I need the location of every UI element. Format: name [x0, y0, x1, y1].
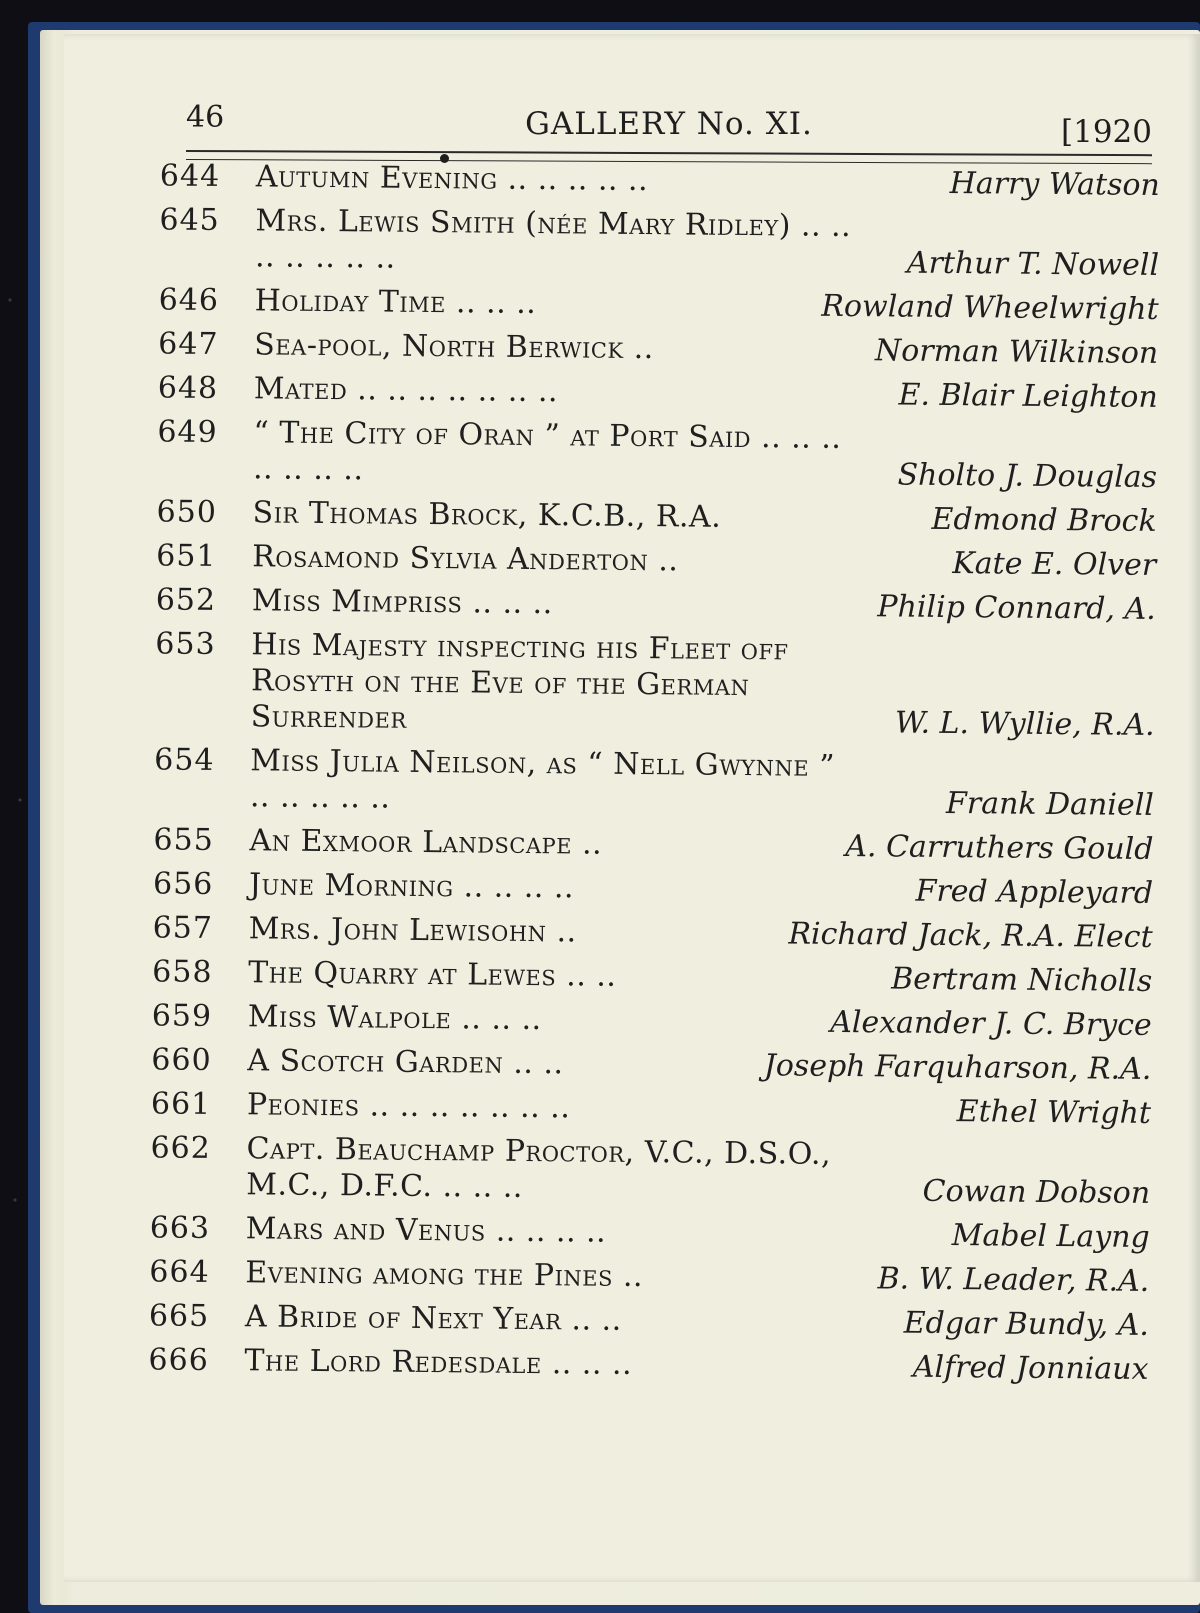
- list-item: [151, 1086, 1151, 1132]
- entry-artist: Edgar Bundy, A.: [903, 1305, 1150, 1343]
- list-item: [158, 370, 1158, 416]
- list-item: [151, 1042, 1151, 1088]
- list-item: [158, 326, 1158, 372]
- entry-number: 654: [154, 742, 215, 778]
- entry-artist: Ethel Wright: [956, 1094, 1152, 1131]
- entry-number: 649: [157, 414, 218, 450]
- list-item: [149, 1298, 1149, 1344]
- list-item: [148, 1342, 1148, 1388]
- entry-artist: Mabel Layng: [951, 1218, 1150, 1255]
- entry-number: 653: [155, 626, 216, 662]
- entry-number: 665: [148, 1298, 210, 1334]
- entry-number: 652: [155, 582, 217, 618]
- entry-title: Autumn Evening .. .. .. .. ..: [255, 159, 649, 199]
- list-item: [154, 742, 1155, 824]
- year: [1920: [1061, 114, 1152, 150]
- entry-artist: Edmond Brock: [931, 501, 1157, 539]
- list-item: [149, 1254, 1149, 1300]
- entry-title: A Scotch Garden .. ..: [247, 1043, 564, 1082]
- entry-title: Peonies .. .. .. .. .. .. ..: [246, 1087, 571, 1126]
- entry-number: 664: [149, 1254, 210, 1290]
- entry-number: 666: [148, 1342, 209, 1378]
- entry-number: 661: [150, 1086, 212, 1122]
- entry-title: June Morning .. .. .. ..: [248, 867, 575, 906]
- entry-number: 650: [156, 494, 218, 530]
- entry-number: 651: [156, 538, 217, 574]
- entry-number: 663: [149, 1210, 211, 1246]
- entry-artist: Cowan Dobson: [922, 1173, 1151, 1211]
- entry-title: A Bride of Next Year .. ..: [244, 1299, 622, 1338]
- list-item: [152, 910, 1152, 956]
- entry-title: Capt. Beauchamp Proctor, V.C., D.S.O., M.C., D.F.C. .. .. ..: [246, 1131, 832, 1205]
- entry-number: 657: [152, 910, 214, 946]
- entry-title: The Quarry at Lewes .. ..: [248, 955, 617, 994]
- entry-title: Miss Mimpriss .. .. ..: [251, 583, 553, 622]
- entry-title: Sea-pool, North Berwick ..: [254, 327, 654, 367]
- list-item: [156, 538, 1156, 584]
- entry-artist: Alexander J. C. Bryce: [830, 1004, 1152, 1043]
- entry-artist: Frank Daniell: [945, 785, 1155, 823]
- entry-number: 644: [159, 158, 221, 194]
- entry-number: 655: [153, 822, 214, 858]
- entry-artist: B. W. Leader, R.A.: [877, 1261, 1150, 1299]
- entry-title: Mrs. John Lewisohn ..: [248, 911, 577, 950]
- entry-title: Mated .. .. .. .. .. .. ..: [253, 371, 559, 410]
- list-item: [150, 1210, 1150, 1256]
- entry-artist: Philip Connard, A.: [877, 589, 1156, 627]
- entry-title: Mars and Venus .. .. .. ..: [245, 1211, 607, 1250]
- list-item: [153, 822, 1153, 868]
- list-item: [156, 494, 1156, 540]
- entry-artist: Kate E. Olver: [952, 546, 1157, 583]
- entry-number: 662: [150, 1130, 211, 1166]
- entry-artist: Bertram Nicholls: [891, 961, 1153, 999]
- entry-title: Miss Walpole .. .. ..: [247, 999, 542, 1038]
- entry-artist: Norman Wilkinson: [874, 333, 1159, 371]
- entry-number: 658: [152, 954, 213, 990]
- entry-title: The Lord Redesdale .. .. ..: [244, 1343, 633, 1382]
- entry-number: 659: [151, 998, 213, 1034]
- entry-title: Miss Julia Neilson, as “ Nell Gwynne ” .. .. .. .. ..: [249, 743, 836, 816]
- list-item: [153, 866, 1153, 912]
- list-item: [152, 998, 1152, 1044]
- entry-artist: Alfred Jonniaux: [912, 1349, 1149, 1387]
- entry-number: 645: [159, 202, 220, 238]
- entry-number: 647: [158, 326, 219, 362]
- entry-artist: W. L. Wyllie, R.A.: [894, 705, 1155, 743]
- entry-title: Holiday Time .. .. ..: [254, 283, 537, 322]
- entry-number: 648: [157, 370, 219, 406]
- list-item: [150, 1130, 1151, 1212]
- entry-title: Mrs. Lewis Smith (née Mary Ridley) .. .. .. .. .. .. ..: [254, 203, 852, 276]
- entry-artist: Arthur T. Nowell: [906, 245, 1160, 283]
- entry-title: Evening among the Pines ..: [245, 1255, 644, 1295]
- entry-number: 656: [152, 866, 214, 902]
- entry-artist: Harry Watson: [949, 165, 1160, 203]
- list-item: [155, 626, 1156, 744]
- page-header: [186, 100, 1152, 150]
- entry-number: 660: [151, 1042, 212, 1078]
- list-item: [159, 282, 1159, 328]
- entry-artist: Joseph Farquharson, R.A.: [763, 1048, 1152, 1087]
- entry-title: Rosamond Sylvia Anderton ..: [252, 539, 679, 579]
- entry-artist: Sholto J. Douglas: [897, 457, 1158, 495]
- list-item: [152, 954, 1152, 1000]
- page-number: 46: [186, 100, 225, 135]
- entry-artist: Richard Jack, R.A. Elect: [788, 916, 1153, 955]
- entry-artist: E. Blair Leighton: [898, 377, 1158, 415]
- entry-title: Sir Thomas Brock, K.C.B., R.A.: [252, 495, 722, 535]
- entry-artist: A. Carruthers Gould: [845, 829, 1154, 867]
- entry-title: His Majesty inspecting his Fleet off Rosyth on the Eve of the German Surrender: [250, 627, 789, 736]
- list-item: [156, 582, 1156, 628]
- entry-title: An Exmoor Landscape ..: [249, 823, 603, 862]
- entry-number: 646: [158, 282, 220, 318]
- entry-title: “ The City of Oran ” at Port Said .. .. .. .. .. .. ..: [252, 415, 842, 488]
- list-item: [159, 202, 1160, 284]
- catalogue-list: [148, 158, 1160, 1396]
- entry-artist: Rowland Wheelwright: [821, 288, 1159, 327]
- list-item: [157, 414, 1158, 496]
- gallery-title: GALLERY No. XI.: [525, 106, 813, 142]
- entry-artist: Fred Appleyard: [915, 873, 1154, 911]
